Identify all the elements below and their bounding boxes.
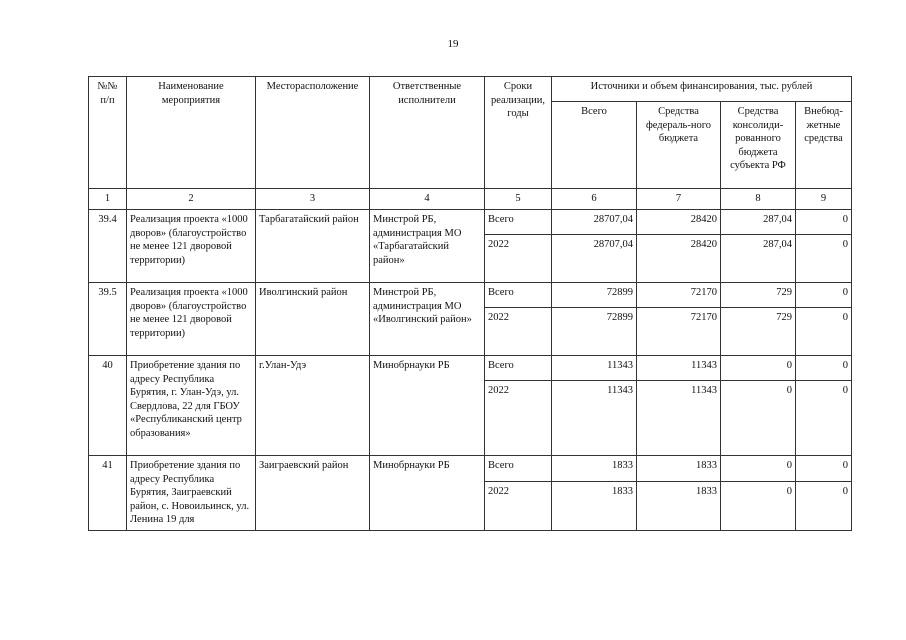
row-executors: Минстрой РБ, администрация МО «Тарбагатайский район» <box>370 210 485 283</box>
financing-table <box>88 76 852 531</box>
row-consolidated: 0 <box>721 356 796 381</box>
row-num: 41 <box>89 456 127 531</box>
row-executors: Минобрнауки РБ <box>370 456 485 531</box>
row-federal: 72170 <box>637 283 721 308</box>
column-number: 6 <box>552 189 637 210</box>
row-year-label: 2022 <box>485 308 552 356</box>
row-offbudget: 0 <box>796 235 852 283</box>
header-executors: Ответственные исполнители <box>370 77 485 189</box>
column-number-row <box>89 189 852 210</box>
row-total: 28707,04 <box>552 235 637 283</box>
row-consolidated: 729 <box>721 308 796 356</box>
row-offbudget: 0 <box>796 381 852 456</box>
header-terms: Сроки реализации, годы <box>485 77 552 189</box>
row-total: 11343 <box>552 381 637 456</box>
row-federal: 1833 <box>637 481 721 530</box>
column-number: 7 <box>637 189 721 210</box>
header-federal: Средства федераль-ного бюджета <box>637 102 721 189</box>
row-executors: Минстрой РБ, администрация МО «Иволгинский район» <box>370 283 485 356</box>
row-total: 72899 <box>552 308 637 356</box>
table-row <box>89 456 852 482</box>
row-total: 11343 <box>552 356 637 381</box>
row-year-label: 2022 <box>485 235 552 283</box>
page-number: 19 <box>447 38 459 50</box>
row-consolidated: 287,04 <box>721 235 796 283</box>
row-location: Заиграевский район <box>256 456 370 531</box>
row-federal: 11343 <box>637 381 721 456</box>
row-name: Приобретение здания по адресу Республика Бурятия, Заиграевский район, с. Новоильинск, ул. Ленина 19 для <box>127 456 256 531</box>
row-consolidated: 0 <box>721 381 796 456</box>
header-num: №№ п/п <box>89 77 127 189</box>
row-offbudget: 0 <box>796 356 852 381</box>
row-year-label: Всего <box>485 356 552 381</box>
row-federal: 28420 <box>637 210 721 235</box>
column-number: 3 <box>256 189 370 210</box>
row-year-label: Всего <box>485 210 552 235</box>
header-total: Всего <box>552 102 637 189</box>
row-offbudget: 0 <box>796 481 852 530</box>
row-name: Приобретение здания по адресу Республика Бурятия, г. Улан-Удэ, ул. Свердлова, 22 для ГБОУ «Республиканский центр образования» <box>127 356 256 456</box>
row-federal: 1833 <box>637 456 721 482</box>
row-consolidated: 0 <box>721 481 796 530</box>
row-location: Иволгинский район <box>256 283 370 356</box>
row-consolidated: 287,04 <box>721 210 796 235</box>
row-year-label: Всего <box>485 456 552 482</box>
row-total: 1833 <box>552 481 637 530</box>
column-number: 9 <box>796 189 852 210</box>
column-number: 4 <box>370 189 485 210</box>
row-name: Реализация проекта «1000 дворов» (благоустройство не менее 121 дворовой территории) <box>127 210 256 283</box>
row-offbudget: 0 <box>796 456 852 482</box>
table-row <box>89 210 852 235</box>
row-num: 39.5 <box>89 283 127 356</box>
row-federal: 28420 <box>637 235 721 283</box>
row-total: 28707,04 <box>552 210 637 235</box>
row-total: 72899 <box>552 283 637 308</box>
row-year-label: Всего <box>485 283 552 308</box>
header-consolidated: Средства консолиди-рованного бюджета субъекта РФ <box>721 102 796 189</box>
table-row <box>89 356 852 381</box>
column-number: 8 <box>721 189 796 210</box>
row-federal: 11343 <box>637 356 721 381</box>
row-location: Тарбагатайский район <box>256 210 370 283</box>
row-offbudget: 0 <box>796 308 852 356</box>
row-federal: 72170 <box>637 308 721 356</box>
header-location: Месторасположение <box>256 77 370 189</box>
row-location: г.Улан-Удэ <box>256 356 370 456</box>
row-year-label: 2022 <box>485 381 552 456</box>
row-name: Реализация проекта «1000 дворов» (благоустройство не менее 121 дворовой территории) <box>127 283 256 356</box>
column-number: 5 <box>485 189 552 210</box>
row-offbudget: 0 <box>796 210 852 235</box>
header-financing: Источники и объем финансирования, тыс. рублей <box>552 77 852 102</box>
row-offbudget: 0 <box>796 283 852 308</box>
column-number: 2 <box>127 189 256 210</box>
row-year-label: 2022 <box>485 481 552 530</box>
row-executors: Минобрнауки РБ <box>370 356 485 456</box>
table-row <box>89 283 852 308</box>
column-number: 1 <box>89 189 127 210</box>
row-consolidated: 729 <box>721 283 796 308</box>
row-total: 1833 <box>552 456 637 482</box>
header-name: Наименование мероприятия <box>127 77 256 189</box>
row-consolidated: 0 <box>721 456 796 482</box>
header-offbudget: Внебюд-жетные средства <box>796 102 852 189</box>
row-num: 40 <box>89 356 127 456</box>
row-num: 39.4 <box>89 210 127 283</box>
